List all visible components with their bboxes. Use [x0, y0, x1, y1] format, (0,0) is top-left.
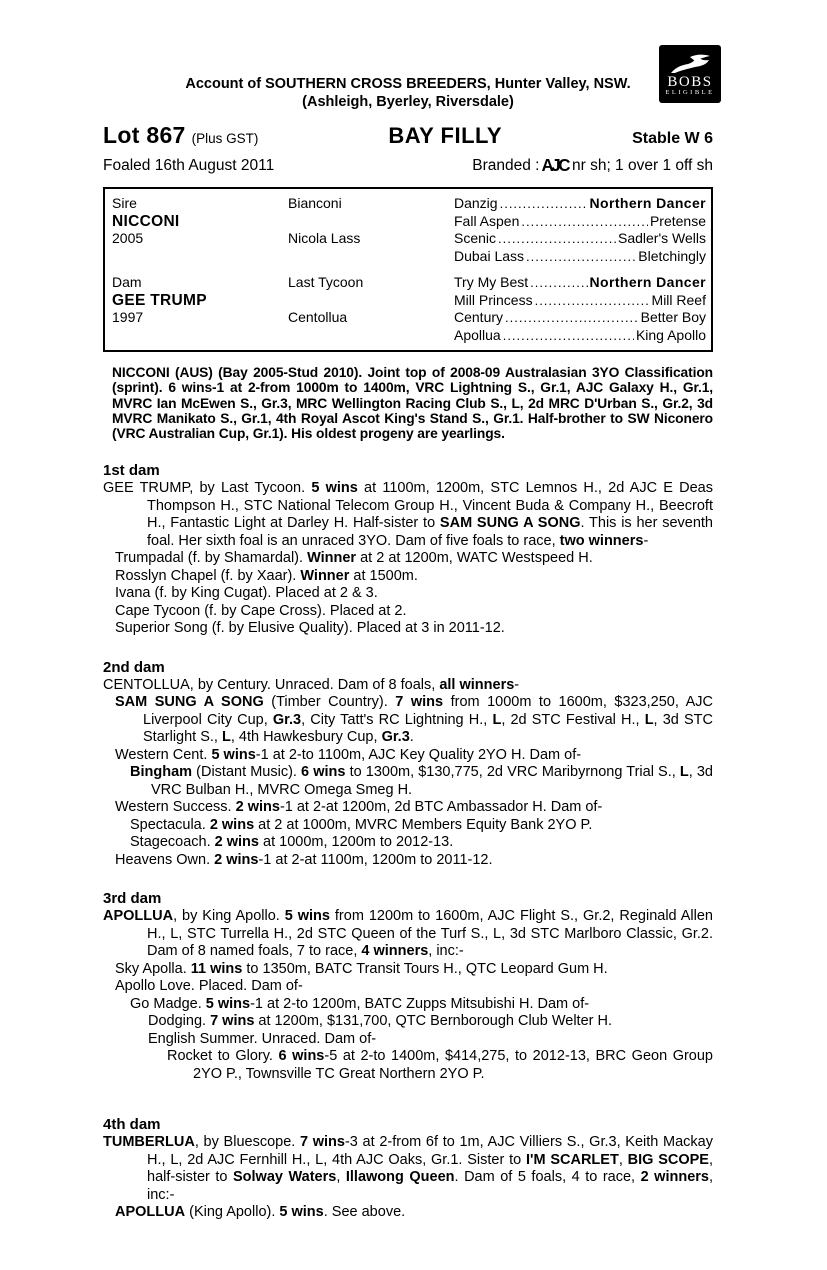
account-line: Account of SOUTHERN CROSS BREEDERS, Hunter Valley, NSW.: [185, 76, 631, 92]
progeny-entry: [103, 834, 713, 852]
vendor-block: [103, 73, 713, 111]
plain-text: . See above.: [323, 1204, 406, 1221]
bold-text: L: [492, 711, 502, 728]
pedigree-ancestor-row: [454, 327, 706, 345]
progeny-entry: [103, 1204, 713, 1222]
dam-paragraph: [103, 1134, 713, 1204]
plain-text: Heavens Own.: [115, 851, 215, 868]
foaled-row: [103, 156, 713, 176]
bold-text: NICCONI (AUS) (Bay 2005-Stud 2010). Joint top of 2008-09 Australasian 3YO Classification (sprint). 6 wins-1 at 2-from 1000m to 1400m, VRC Lightning S., Gr.1, AJC Galaxy H., Gr.1, MVRC Ian McEwen S., Gr.3, MRC Wellington Racing Club S., L, 2d MRC D'Urban S., Gr.2, 3d MVRC Manikato S., Gr.1, 4th Royal Ascot King's Stand S., Gr.1. Half-brother to SW Niconero (VRC Australian Cup, Gr.1). His oldest progeny are yearlings.: [112, 365, 713, 442]
ancestor-sire: Mill Reef: [651, 291, 706, 308]
pedigree-parent-column: [288, 274, 454, 344]
plain-text: (King Apollo).: [185, 1204, 280, 1221]
pedigree-entry-column: [112, 274, 288, 344]
plain-text: Cape Tycoon (f. by Cape Cross). Placed at 2.: [115, 602, 407, 619]
bold-text: Gr.3: [272, 711, 302, 728]
pedigree-parent: Centollua: [288, 309, 348, 325]
plain-text: at 1200m, $131,700, QTC Bernborough Club Welter H.: [254, 1013, 612, 1030]
plain-text: -1 at 2-to 1200m, BATC Zupps Mitsubishi H. Dam of-: [250, 995, 590, 1012]
plain-text: CENTOLLUA, by Century. Unraced. Dam of 8 foals,: [103, 676, 440, 693]
plain-text: Go Madge.: [130, 995, 206, 1012]
pedigree-parent: Nicola Lass: [288, 230, 361, 246]
plain-text: Stagecoach.: [130, 834, 215, 851]
plain-text: from 1200m to 1600m, AJC Flight S., Gr.2, Reginald Allen H., L, STC Turrella H., 2d STC Queen of the Turf S., L, 3d STC Marlboro Classic, Gr.2. Dam of 8 named foals, 7 to race,: [147, 908, 713, 960]
plain-text: ,: [336, 1169, 346, 1186]
pedigree-parent: Bianconi: [288, 195, 342, 211]
stable-number: Stable W 6: [632, 130, 713, 147]
pedigree-parent: [288, 327, 454, 345]
ancestor-sire: Pretense: [649, 212, 706, 229]
progeny-entry: [103, 852, 713, 870]
plain-text: -: [514, 676, 520, 693]
bold-text: 2 wins: [209, 816, 255, 833]
dam-name: GEE TRUMP: [112, 291, 207, 309]
sire-name: NICCONI: [112, 212, 180, 230]
plain-text: at 1000m, 1200m to 2012-13.: [258, 834, 454, 851]
plain-text: (Timber Country).: [263, 694, 396, 711]
leader-dots: [505, 309, 639, 327]
pedigree-block-sire: [112, 195, 706, 265]
plain-text: GEE TRUMP, by Last Tycoon.: [103, 480, 312, 497]
progeny-entry: [103, 550, 713, 568]
bold-text: Winner: [307, 550, 357, 567]
plain-text: Spectacula.: [130, 816, 210, 833]
pedigree-label: 2005: [112, 230, 144, 246]
gst-note: (Plus GST): [191, 131, 259, 146]
plain-text: . Dam of 5 foals, 4 to race,: [454, 1169, 641, 1186]
bold-text: all winners: [439, 676, 515, 693]
plain-text: , half-sister to: [147, 1151, 714, 1186]
leader-dots: [503, 327, 634, 345]
ancestor-sire: Northern Dancer: [589, 274, 706, 290]
plain-text: , inc:-: [147, 1169, 714, 1203]
plain-text: -5 at 2-to 1400m, $414,275, to 2012-13, BRC Geon Group 2YO P., Townsville TC Great Northern 2YO P.: [193, 1048, 713, 1082]
bold-text: 5 wins: [211, 746, 256, 763]
bold-text: Solway Waters: [233, 1169, 337, 1186]
bobs-title: BOBS: [667, 73, 713, 90]
plain-text: , 4th Hawkesbury Cup,: [230, 729, 382, 746]
leader-dots: [526, 248, 636, 266]
plain-text: , 2d STC Festival H.,: [501, 711, 645, 728]
progeny-entry: [103, 1031, 713, 1049]
bold-text: BIG SCOPE: [627, 1151, 709, 1168]
ancestor-sire: Sadler's Wells: [618, 230, 706, 246]
bold-text: 11 wins: [190, 960, 243, 977]
plain-text: Dodging.: [148, 1013, 211, 1030]
plain-text: -1 at 2-at 1100m, 1200m to 2011-12.: [258, 851, 493, 868]
ancestor-sire: Bletchingly: [638, 247, 706, 264]
leader-dots: [530, 274, 587, 292]
dam-paragraph: [103, 480, 713, 550]
progeny-entry: [103, 694, 713, 747]
bold-text: 5 wins: [284, 908, 330, 925]
pedigree-label: 1997: [112, 309, 144, 325]
pedigree-ancestor-row: [454, 248, 706, 266]
progeny-entry: [103, 585, 713, 603]
bold-text: 7 wins: [299, 1134, 345, 1151]
plain-text: to 1350m, BATC Transit Tours H., QTC Leopard Gum H.: [242, 960, 608, 977]
pedigree-parent: Last Tycoon: [288, 274, 364, 290]
plain-text: , City Tatt's RC Lightning H.,: [301, 711, 493, 728]
pedigree-parent: [288, 213, 454, 231]
ancestor-sire: Northern Dancer: [589, 195, 706, 211]
bold-text: 2 wins: [214, 851, 259, 868]
pedigree-ancestor-row: [454, 195, 706, 213]
bold-text: I'M SCARLET: [525, 1151, 619, 1168]
bold-text: L: [644, 711, 654, 728]
leader-dots: [521, 213, 648, 231]
bold-text: 5 wins: [205, 995, 251, 1012]
section-heading: 4th dam: [103, 1116, 161, 1134]
section-heading: 1st dam: [103, 462, 160, 480]
pedigree-ancestor-row: [454, 292, 706, 310]
progeny-entry: [103, 747, 713, 765]
section-heading: 3rd dam: [103, 890, 162, 908]
progeny-entry: [103, 568, 713, 586]
bold-text: 2 winners: [640, 1169, 709, 1186]
bold-text: 7 wins: [395, 694, 444, 711]
dam-paragraph: [103, 908, 713, 961]
pedigree-label: [112, 327, 288, 345]
plain-text: at 1100m, 1200m, STC Lemnos H., 2d AJC E Deas Thompson H., STC National Telecom Group H., Vincent Buda & Company H., Beecroft H., Fantastic Light at Darley H. Half-sister to: [147, 480, 713, 532]
pedigree-label: [112, 248, 288, 266]
plain-text: , 3d STC Starlight S.,: [143, 711, 713, 746]
plain-text: Sky Apolla.: [115, 960, 191, 977]
progeny-entry: [103, 603, 713, 621]
bold-text: TUMBERLUA: [103, 1134, 195, 1151]
progeny-entry: [103, 1013, 713, 1031]
bold-text: SAM SUNG A SONG: [439, 515, 581, 532]
branded-prefix: Branded :: [472, 157, 540, 174]
bold-text: 7 wins: [210, 1013, 255, 1030]
plain-text: Ivana (f. by King Cugat). Placed at 2 & 3.: [115, 585, 378, 602]
bold-text: L: [221, 729, 231, 746]
bold-text: 2 wins: [235, 799, 280, 816]
plain-text: ,: [618, 1151, 628, 1168]
plain-text: , by Bluescope.: [194, 1134, 300, 1151]
plain-text: Superior Song (f. by Elusive Quality). Placed at 3 in 2011-12.: [115, 620, 505, 637]
plain-text: at 2 at 1000m, MVRC Members Equity Bank 2YO P.: [254, 816, 593, 833]
bobs-subtitle: ELIGIBLE: [665, 88, 715, 96]
bold-text: 6 wins: [301, 764, 346, 781]
plain-text: English Summer. Unraced. Dam of-: [148, 1030, 377, 1047]
ancestor-name: Scenic: [454, 230, 497, 246]
pedigree-label: Sire: [112, 195, 137, 211]
plain-text: , 3d VRC Bulban H., MVRC Omega Smeg H.: [151, 764, 714, 798]
ancestor-name: Danzig: [454, 195, 498, 211]
pedigree-entry-column: [112, 195, 288, 265]
leader-dots: [498, 230, 616, 248]
pedigree-ancestor-row: [454, 309, 706, 327]
ancestor-sire: King Apollo: [635, 326, 706, 343]
pedigree-block-dam: [112, 274, 706, 344]
section-heading: 2nd dam: [103, 658, 165, 676]
lot-number: Lot 867: [103, 122, 186, 148]
lot-row: [103, 122, 713, 149]
pedigree-ancestor-column: [454, 195, 706, 265]
progeny-entry: [103, 1048, 713, 1083]
plain-text: at 2 at 1200m, WATC Westspeed H.: [356, 550, 593, 567]
progeny-entry: [103, 799, 713, 817]
plain-text: Western Success.: [115, 799, 236, 816]
plain-text: Trumpadal (f. by Shamardal).: [115, 550, 308, 567]
plain-text: from 1000m to 1600m, $323,250, AJC Liverpool City Cup,: [143, 694, 713, 728]
pedigree-ancestor-row: [454, 274, 706, 292]
plain-text: -: [643, 532, 649, 549]
ancestor-name: Fall Aspen: [454, 212, 520, 229]
ancestor-name: Dubai Lass: [454, 247, 525, 264]
pedigree-ancestor-row: [454, 230, 706, 248]
brand-monogram-icon: AJC: [541, 155, 568, 176]
dam-sections: [103, 462, 713, 1222]
plain-text: .: [409, 729, 414, 746]
bold-text: APOLLUA: [103, 908, 174, 925]
plain-text: at 1500m.: [349, 567, 418, 584]
horse-description: BAY FILLY: [388, 123, 503, 148]
plain-text: (Distant Music).: [192, 764, 302, 781]
plain-text: to 1300m, $130,775, 2d VRC Maribyrnong Trial S.,: [345, 764, 680, 781]
bold-text: 6 wins: [278, 1048, 325, 1065]
pedigree-ancestor-row: [454, 213, 706, 231]
bold-text: 5 wins: [311, 480, 358, 497]
bold-text: SAM SUNG A SONG: [115, 694, 264, 711]
plain-text: . This is her seventh foal. Her sixth foal is an unraced 3YO. Dam of five foals to race,: [147, 515, 713, 549]
bold-text: Winner: [300, 567, 350, 584]
bold-text: Bingham: [130, 764, 193, 781]
ancestor-sire: Better Boy: [640, 309, 706, 325]
pedigree-parent: [288, 292, 454, 310]
ancestor-name: Try My Best: [454, 274, 529, 290]
foaled-date: Foaled 16th August 2011: [103, 157, 275, 174]
bold-text: 2 wins: [214, 834, 259, 851]
plain-text: -1 at 2-at 1200m, 2d BTC Ambassador H. Dam of-: [279, 799, 603, 816]
brand-info: [472, 156, 713, 176]
branded-suffix: nr sh; 1 over 1 off sh: [571, 157, 713, 174]
plain-text: Rocket to Glory.: [167, 1048, 279, 1065]
progeny-entry: [103, 978, 713, 996]
plain-text: , inc:-: [428, 943, 464, 960]
farm-line: (Ashleigh, Byerley, Riversdale): [302, 93, 514, 110]
bold-text: Gr.3: [381, 729, 410, 746]
plain-text: -3 at 2-from 6f to 1m, AJC Villiers S., Gr.3, Keith Mackay H., L, 2d AJC Fernhill H., L, 4th AJC Oaks, Gr.1. Sister to: [147, 1134, 713, 1168]
dam-paragraph: [103, 677, 713, 695]
ancestor-name: Century: [454, 309, 504, 325]
bold-text: 4 winners: [361, 943, 429, 960]
pedigree-table: [103, 187, 713, 352]
plain-text: Rosslyn Chapel (f. by Xaar).: [115, 567, 301, 584]
bold-text: two winners: [559, 532, 644, 549]
progeny-entry: [103, 961, 713, 979]
leader-dots: [535, 292, 650, 310]
plain-text: -1 at 2-to 1100m, AJC Key Quality 2YO H. Dam of-: [255, 746, 582, 763]
bold-text: Illawong Queen: [345, 1169, 455, 1186]
pedigree-parent: [288, 248, 454, 266]
pedigree-label: Dam: [112, 274, 142, 290]
plain-text: , by King Apollo.: [173, 908, 285, 925]
bold-text: APOLLUA: [115, 1204, 186, 1221]
bold-text: L: [679, 764, 689, 781]
sire-notes: [103, 365, 713, 441]
pedigree-ancestor-column: [454, 274, 706, 344]
ancestor-name: Apollua: [454, 326, 501, 343]
ancestor-name: Mill Princess: [454, 291, 533, 308]
plain-text: Apollo Love. Placed. Dam of-: [115, 978, 303, 995]
progeny-entry: [103, 996, 713, 1014]
pedigree-parent-column: [288, 195, 454, 265]
bold-text: 5 wins: [279, 1204, 324, 1221]
leader-dots: [500, 195, 588, 213]
plain-text: Western Cent.: [115, 746, 212, 763]
progeny-entry: [103, 817, 713, 835]
progeny-entry: [103, 764, 713, 799]
progeny-entry: [103, 620, 713, 638]
